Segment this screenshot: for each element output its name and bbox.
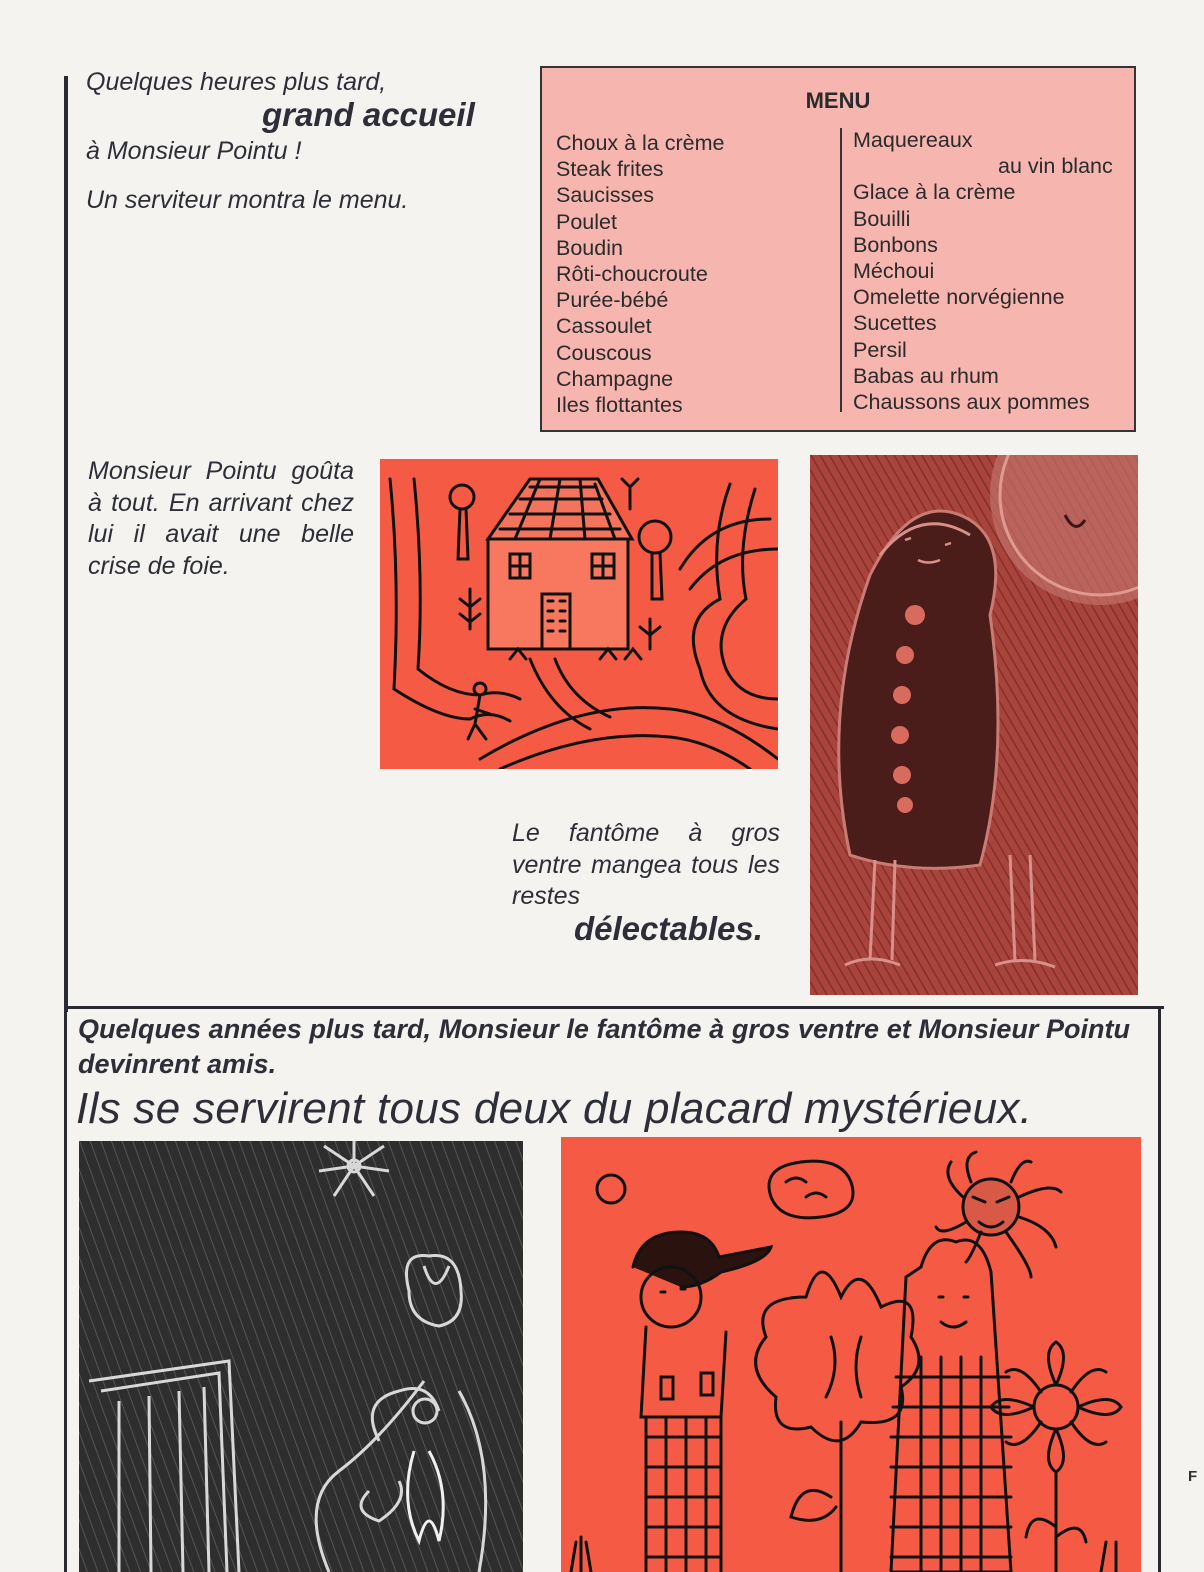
menu-divider: [840, 128, 842, 412]
story-paragraph-1: Monsieur Pointu goûta à tout. En arrivant chez lui il avait une belle crise de foie.: [88, 457, 354, 580]
cupboard-scratch-drawing-svg: [79, 1141, 523, 1572]
menu-item: Couscous: [556, 340, 652, 365]
menu-item: Iles flottantes: [556, 393, 683, 418]
frame-divider: [64, 1006, 1164, 1009]
menu-item: Méchoui: [853, 259, 935, 284]
menu-title: MENU: [805, 88, 871, 113]
intro-bold: grand accueil: [262, 96, 475, 133]
menu-item: Babas au rhum: [853, 363, 999, 388]
friends-flowers-drawing: [561, 1137, 1141, 1572]
menu-item: Maquereaux: [853, 128, 973, 152]
menu-item: Sucettes: [853, 311, 937, 336]
intro-line-2: à Monsieur Pointu !: [86, 137, 302, 165]
friends-flowers-drawing-svg: [561, 1137, 1141, 1572]
house-drawing: [380, 459, 778, 769]
frame-left-bottom: [64, 1006, 67, 1572]
menu-item: Bonbons: [853, 232, 938, 257]
story-paragraph-2: Le fantôme à gros ventre mangea tous les restes: [512, 819, 780, 910]
menu-item: Poulet: [556, 209, 617, 234]
menu-item-continuation: au vin blanc: [998, 154, 1113, 179]
menu-right-column: [853, 127, 1113, 415]
ghost-crayon-drawing: [810, 455, 1138, 995]
intro-line-1: Quelques heures plus tard,: [86, 68, 387, 96]
edge-text: F: [1188, 1468, 1198, 1485]
menu-item: Purée-bébé: [556, 288, 669, 313]
headline: Quelques années plus tard, Monsieur le fantôme à gros ventre et Monsieur Pointu devinrent amis.: [78, 1014, 1130, 1079]
menu-item: Cassoulet: [556, 314, 652, 339]
menu-item: Steak frites: [556, 157, 664, 182]
menu-item: Glace à la crème: [853, 180, 1016, 205]
menu-left-column: [556, 130, 725, 418]
house-drawing-svg: [380, 459, 778, 769]
big-headline: Ils se servirent tous deux du placard mystérieux.: [76, 1084, 1033, 1133]
menu-item: Choux à la crème: [556, 131, 725, 155]
ghost-crayon-drawing-svg: [810, 455, 1138, 995]
frame-left-top: [64, 76, 68, 1012]
menu-item: Champagne: [556, 366, 674, 391]
menu-item: Persil: [853, 337, 907, 362]
cupboard-scratch-drawing: [79, 1141, 523, 1572]
menu-item: Boudin: [556, 235, 623, 260]
menu-item: Rôti-choucroute: [556, 262, 708, 287]
intro-line-3: Un serviteur montra le menu.: [86, 186, 409, 214]
menu-item: Bouilli: [853, 206, 911, 231]
menu-box: [540, 66, 1136, 432]
menu-item: Saucisses: [556, 183, 654, 208]
story-paragraph-2-bold: délectables.: [574, 910, 763, 947]
menu-item: Chaussons aux pommes: [853, 390, 1090, 415]
frame-right: [1158, 1006, 1161, 1572]
menu-item: Omelette norvégienne: [853, 285, 1065, 310]
